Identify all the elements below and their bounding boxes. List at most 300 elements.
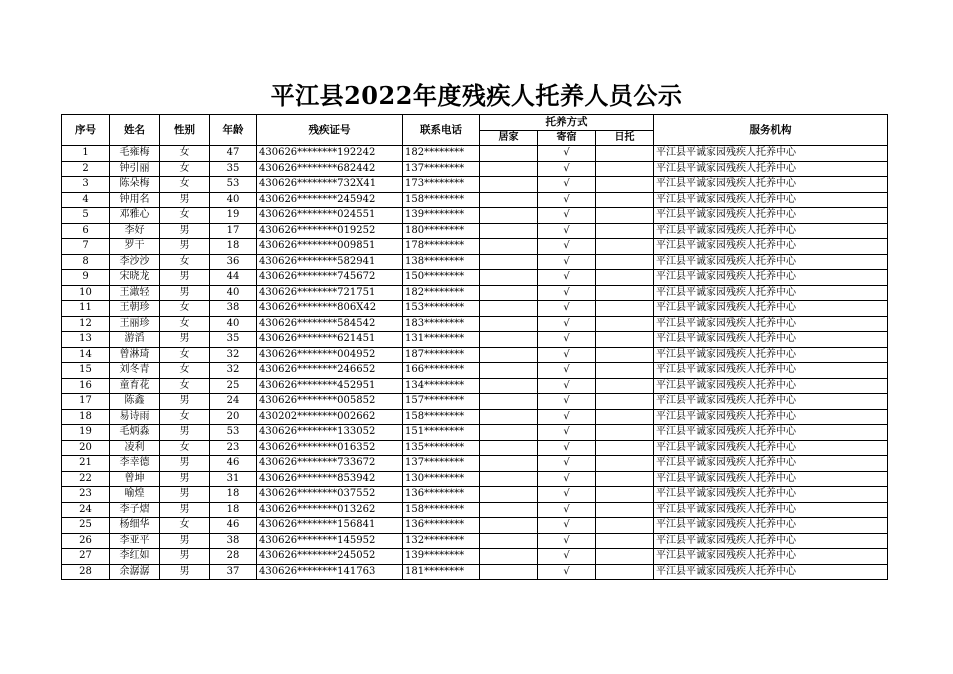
cell-cert: 430626********245942 (257, 192, 403, 208)
cell-gender: 女 (160, 378, 210, 394)
cell-gender: 女 (160, 363, 210, 379)
cell-name: 李好 (110, 223, 160, 239)
cell-gender: 女 (160, 301, 210, 317)
cell-age: 24 (210, 394, 257, 410)
cell-care-board: √ (538, 549, 596, 565)
cell-care-day (596, 363, 654, 379)
table-row (62, 254, 888, 270)
cell-care-day (596, 177, 654, 193)
header-care-board: 寄宿 (538, 130, 596, 146)
cell-care-day (596, 502, 654, 518)
cell-gender: 男 (160, 502, 210, 518)
cell-cert: 430202********002662 (257, 409, 403, 425)
cell-gender: 女 (160, 316, 210, 332)
header-care-day: 日托 (596, 130, 654, 146)
cell-name: 钟引丽 (110, 161, 160, 177)
cell-name: 陈鑫 (110, 394, 160, 410)
cell-phone: 158******** (403, 409, 480, 425)
cell-age: 23 (210, 440, 257, 456)
cell-name: 罗干 (110, 239, 160, 255)
cell-phone: 166******** (403, 363, 480, 379)
table-row (62, 378, 888, 394)
cell-cert: 430626********452951 (257, 378, 403, 394)
cell-no: 15 (62, 363, 110, 379)
cell-org: 平江县平诚家园残疾人托养中心 (654, 301, 888, 317)
cell-care-board: √ (538, 347, 596, 363)
table-row (62, 502, 888, 518)
cell-no: 9 (62, 270, 110, 286)
cell-no: 19 (62, 425, 110, 441)
cell-care-home (480, 456, 538, 472)
cell-org: 平江县平诚家园残疾人托养中心 (654, 502, 888, 518)
cell-gender: 男 (160, 471, 210, 487)
table-row (62, 471, 888, 487)
cell-org: 平江县平诚家园残疾人托养中心 (654, 533, 888, 549)
cell-no: 2 (62, 161, 110, 177)
cell-care-day (596, 146, 654, 162)
cell-gender: 男 (160, 487, 210, 503)
cell-no: 14 (62, 347, 110, 363)
cell-org: 平江县平诚家园残疾人托养中心 (654, 425, 888, 441)
cell-gender: 男 (160, 285, 210, 301)
table-row (62, 332, 888, 348)
cell-gender: 男 (160, 394, 210, 410)
cell-age: 40 (210, 316, 257, 332)
cell-org: 平江县平诚家园残疾人托养中心 (654, 270, 888, 286)
cell-name: 王丽珍 (110, 316, 160, 332)
header-gender: 性别 (160, 115, 210, 146)
cell-org: 平江县平诚家园残疾人托养中心 (654, 394, 888, 410)
cell-org: 平江县平诚家园残疾人托养中心 (654, 471, 888, 487)
cell-name: 毛雍梅 (110, 146, 160, 162)
cell-age: 18 (210, 239, 257, 255)
cell-age: 40 (210, 192, 257, 208)
cell-org: 平江县平诚家园残疾人托养中心 (654, 161, 888, 177)
table-row (62, 301, 888, 317)
cell-cert: 430626********133052 (257, 425, 403, 441)
cell-phone: 131******** (403, 332, 480, 348)
cell-org: 平江县平诚家园残疾人托养中心 (654, 239, 888, 255)
cell-org: 平江县平诚家园残疾人托养中心 (654, 192, 888, 208)
cell-name: 宋晓龙 (110, 270, 160, 286)
cell-cert: 430626********004952 (257, 347, 403, 363)
cell-age: 37 (210, 564, 257, 580)
cell-cert: 430626********016352 (257, 440, 403, 456)
cell-age: 20 (210, 409, 257, 425)
table-row (62, 363, 888, 379)
cell-care-home (480, 332, 538, 348)
cell-care-day (596, 301, 654, 317)
cell-no: 7 (62, 239, 110, 255)
table-row (62, 223, 888, 239)
cell-gender: 男 (160, 192, 210, 208)
cell-care-home (480, 487, 538, 503)
cell-phone: 182******** (403, 285, 480, 301)
header-care-home: 居家 (480, 130, 538, 146)
cell-phone: 138******** (403, 254, 480, 270)
cell-care-board: √ (538, 394, 596, 410)
header-phone: 联系电话 (403, 115, 480, 146)
cell-name: 童育花 (110, 378, 160, 394)
cell-care-home (480, 285, 538, 301)
cell-care-home (480, 161, 538, 177)
cell-no: 4 (62, 192, 110, 208)
cell-cert: 430626********246652 (257, 363, 403, 379)
cell-org: 平江县平诚家园残疾人托养中心 (654, 487, 888, 503)
cell-name: 钟用名 (110, 192, 160, 208)
cell-care-day (596, 394, 654, 410)
cell-gender: 男 (160, 425, 210, 441)
cell-name: 李幸德 (110, 456, 160, 472)
cell-gender: 女 (160, 409, 210, 425)
cell-phone: 136******** (403, 487, 480, 503)
cell-care-board: √ (538, 425, 596, 441)
cell-age: 32 (210, 363, 257, 379)
cell-care-home (480, 471, 538, 487)
cell-cert: 430626********745672 (257, 270, 403, 286)
cell-care-board: √ (538, 378, 596, 394)
cell-name: 凌利 (110, 440, 160, 456)
cell-org: 平江县平诚家园残疾人托养中心 (654, 254, 888, 270)
cell-care-board: √ (538, 471, 596, 487)
cell-no: 10 (62, 285, 110, 301)
cell-no: 26 (62, 533, 110, 549)
cell-cert: 430626********245052 (257, 549, 403, 565)
cell-care-day (596, 471, 654, 487)
cell-care-board: √ (538, 487, 596, 503)
header-care-type: 托养方式 (480, 115, 654, 131)
cell-gender: 男 (160, 270, 210, 286)
cell-phone: 157******** (403, 394, 480, 410)
cell-care-home (480, 518, 538, 534)
table-row (62, 177, 888, 193)
cell-care-board: √ (538, 254, 596, 270)
cell-name: 李沙沙 (110, 254, 160, 270)
cell-care-board: √ (538, 285, 596, 301)
cell-phone: 183******** (403, 316, 480, 332)
cell-age: 38 (210, 301, 257, 317)
cell-no: 27 (62, 549, 110, 565)
cell-phone: 182******** (403, 146, 480, 162)
cell-age: 28 (210, 549, 257, 565)
cell-care-day (596, 425, 654, 441)
cell-care-board: √ (538, 146, 596, 162)
cell-cert: 430626********141763 (257, 564, 403, 580)
cell-care-day (596, 223, 654, 239)
table-row (62, 347, 888, 363)
cell-care-board: √ (538, 363, 596, 379)
cell-gender: 女 (160, 161, 210, 177)
cell-phone: 135******** (403, 440, 480, 456)
cell-name: 杨细华 (110, 518, 160, 534)
cell-care-board: √ (538, 301, 596, 317)
cell-org: 平江县平诚家园残疾人托养中心 (654, 440, 888, 456)
cell-care-board: √ (538, 239, 596, 255)
table-row (62, 239, 888, 255)
cell-no: 25 (62, 518, 110, 534)
table-row (62, 425, 888, 441)
cell-cert: 430626********192242 (257, 146, 403, 162)
cell-org: 平江县平诚家园残疾人托养中心 (654, 363, 888, 379)
cell-cert: 430626********005852 (257, 394, 403, 410)
cell-care-home (480, 533, 538, 549)
cell-org: 平江县平诚家园残疾人托养中心 (654, 409, 888, 425)
cell-age: 35 (210, 161, 257, 177)
cell-care-home (480, 223, 538, 239)
cell-gender: 男 (160, 223, 210, 239)
cell-care-board: √ (538, 440, 596, 456)
table-row (62, 192, 888, 208)
cell-cert: 430626********156841 (257, 518, 403, 534)
header-name: 姓名 (110, 115, 160, 146)
cell-cert: 430626********584542 (257, 316, 403, 332)
cell-no: 24 (62, 502, 110, 518)
cell-care-home (480, 425, 538, 441)
cell-org: 平江县平诚家园残疾人托养中心 (654, 285, 888, 301)
cell-care-day (596, 239, 654, 255)
table-row (62, 456, 888, 472)
cell-name: 邓雅心 (110, 208, 160, 224)
cell-cert: 430626********732X41 (257, 177, 403, 193)
cell-cert: 430626********733672 (257, 456, 403, 472)
cell-care-board: √ (538, 564, 596, 580)
cell-care-day (596, 518, 654, 534)
cell-no: 6 (62, 223, 110, 239)
cell-gender: 女 (160, 146, 210, 162)
cell-care-home (480, 239, 538, 255)
cell-phone: 137******** (403, 161, 480, 177)
table-row (62, 270, 888, 286)
table-header-row (62, 115, 888, 131)
table-row (62, 146, 888, 162)
cell-care-home (480, 301, 538, 317)
cell-phone: 153******** (403, 301, 480, 317)
cell-care-day (596, 378, 654, 394)
cell-care-day (596, 487, 654, 503)
cell-care-day (596, 270, 654, 286)
table-row (62, 161, 888, 177)
cell-age: 38 (210, 533, 257, 549)
cell-phone: 187******** (403, 347, 480, 363)
cell-cert: 430626********853942 (257, 471, 403, 487)
cell-age: 32 (210, 347, 257, 363)
cell-care-home (480, 270, 538, 286)
cell-care-home (480, 363, 538, 379)
cell-no: 8 (62, 254, 110, 270)
cell-age: 18 (210, 487, 257, 503)
cell-care-home (480, 316, 538, 332)
cell-name: 毛炳淼 (110, 425, 160, 441)
cell-care-day (596, 564, 654, 580)
cell-no: 3 (62, 177, 110, 193)
cell-age: 17 (210, 223, 257, 239)
table-row (62, 285, 888, 301)
cell-org: 平江县平诚家园残疾人托养中心 (654, 456, 888, 472)
cell-age: 25 (210, 378, 257, 394)
cell-care-day (596, 332, 654, 348)
cell-name: 刘冬青 (110, 363, 160, 379)
cell-cert: 430626********582941 (257, 254, 403, 270)
cell-org: 平江县平诚家园残疾人托养中心 (654, 146, 888, 162)
cell-org: 平江县平诚家园残疾人托养中心 (654, 564, 888, 580)
cell-age: 31 (210, 471, 257, 487)
cell-no: 28 (62, 564, 110, 580)
cell-care-home (480, 549, 538, 565)
cell-cert: 430626********037552 (257, 487, 403, 503)
cell-gender: 女 (160, 518, 210, 534)
cell-care-board: √ (538, 502, 596, 518)
cell-gender: 女 (160, 177, 210, 193)
cell-no: 20 (62, 440, 110, 456)
cell-no: 1 (62, 146, 110, 162)
cell-age: 46 (210, 456, 257, 472)
cell-org: 平江县平诚家园残疾人托养中心 (654, 549, 888, 565)
cell-care-home (480, 208, 538, 224)
cell-no: 23 (62, 487, 110, 503)
cell-care-board: √ (538, 332, 596, 348)
cell-no: 22 (62, 471, 110, 487)
cell-no: 13 (62, 332, 110, 348)
table-row (62, 316, 888, 332)
cell-phone: 139******** (403, 549, 480, 565)
cell-name: 喻煌 (110, 487, 160, 503)
cell-care-day (596, 409, 654, 425)
header-org: 服务机构 (654, 115, 888, 146)
cell-age: 19 (210, 208, 257, 224)
cell-care-home (480, 146, 538, 162)
cell-care-day (596, 192, 654, 208)
cell-care-board: √ (538, 456, 596, 472)
cell-cert: 430626********806X42 (257, 301, 403, 317)
cell-care-board: √ (538, 177, 596, 193)
cell-care-day (596, 161, 654, 177)
cell-gender: 女 (160, 208, 210, 224)
cell-age: 47 (210, 146, 257, 162)
cell-no: 21 (62, 456, 110, 472)
cell-name: 陈朵梅 (110, 177, 160, 193)
cell-care-home (480, 347, 538, 363)
cell-care-board: √ (538, 223, 596, 239)
table-row (62, 564, 888, 580)
cell-age: 35 (210, 332, 257, 348)
cell-care-board: √ (538, 161, 596, 177)
cell-age: 46 (210, 518, 257, 534)
table-row (62, 409, 888, 425)
header-no: 序号 (62, 115, 110, 146)
cell-care-home (480, 502, 538, 518)
cell-care-home (480, 254, 538, 270)
cell-org: 平江县平诚家园残疾人托养中心 (654, 177, 888, 193)
cell-org: 平江县平诚家园残疾人托养中心 (654, 347, 888, 363)
cell-org: 平江县平诚家园残疾人托养中心 (654, 316, 888, 332)
cell-cert: 430626********621451 (257, 332, 403, 348)
cell-no: 16 (62, 378, 110, 394)
cell-cert: 430626********721751 (257, 285, 403, 301)
cell-care-day (596, 254, 654, 270)
cell-name: 曾坤 (110, 471, 160, 487)
table-body (62, 146, 888, 580)
cell-phone: 139******** (403, 208, 480, 224)
cell-care-board: √ (538, 533, 596, 549)
page-title: 平江县2022年度残疾人托养人员公示 (270, 81, 683, 110)
table-row (62, 487, 888, 503)
cell-care-board: √ (538, 270, 596, 286)
cell-age: 40 (210, 285, 257, 301)
cell-org: 平江县平诚家园残疾人托养中心 (654, 223, 888, 239)
cell-care-home (480, 192, 538, 208)
cell-care-day (596, 208, 654, 224)
cell-age: 18 (210, 502, 257, 518)
cell-phone: 178******** (403, 239, 480, 255)
cell-org: 平江县平诚家园残疾人托养中心 (654, 332, 888, 348)
header-cert: 残疾证号 (257, 115, 403, 146)
cell-care-day (596, 533, 654, 549)
cell-org: 平江县平诚家园残疾人托养中心 (654, 518, 888, 534)
cell-gender: 男 (160, 533, 210, 549)
cell-phone: 151******** (403, 425, 480, 441)
table-row (62, 208, 888, 224)
cell-gender: 女 (160, 347, 210, 363)
cell-care-home (480, 440, 538, 456)
cell-org: 平江县平诚家园残疾人托养中心 (654, 208, 888, 224)
cell-care-home (480, 394, 538, 410)
cell-phone: 150******** (403, 270, 480, 286)
cell-no: 17 (62, 394, 110, 410)
cell-cert: 430626********009851 (257, 239, 403, 255)
cell-cert: 430626********682442 (257, 161, 403, 177)
cell-care-day (596, 440, 654, 456)
cell-phone: 173******** (403, 177, 480, 193)
table-row (62, 549, 888, 565)
cell-name: 游滔 (110, 332, 160, 348)
cell-gender: 男 (160, 332, 210, 348)
cell-no: 11 (62, 301, 110, 317)
cell-care-day (596, 285, 654, 301)
cell-gender: 男 (160, 456, 210, 472)
cell-name: 李红如 (110, 549, 160, 565)
cell-care-day (596, 456, 654, 472)
roster-table (61, 114, 888, 580)
cell-name: 王朝珍 (110, 301, 160, 317)
cell-phone: 180******** (403, 223, 480, 239)
cell-cert: 430626********145952 (257, 533, 403, 549)
table-row (62, 518, 888, 534)
cell-phone: 158******** (403, 192, 480, 208)
cell-care-home (480, 409, 538, 425)
cell-phone: 158******** (403, 502, 480, 518)
cell-gender: 女 (160, 254, 210, 270)
cell-care-board: √ (538, 192, 596, 208)
cell-care-home (480, 378, 538, 394)
cell-care-board: √ (538, 316, 596, 332)
cell-no: 12 (62, 316, 110, 332)
table-row (62, 394, 888, 410)
cell-age: 44 (210, 270, 257, 286)
cell-age: 53 (210, 177, 257, 193)
cell-care-board: √ (538, 409, 596, 425)
cell-org: 平江县平诚家园残疾人托养中心 (654, 378, 888, 394)
cell-care-board: √ (538, 518, 596, 534)
cell-gender: 男 (160, 564, 210, 580)
cell-cert: 430626********019252 (257, 223, 403, 239)
cell-gender: 男 (160, 239, 210, 255)
cell-care-day (596, 549, 654, 565)
cell-name: 李亚平 (110, 533, 160, 549)
cell-gender: 男 (160, 549, 210, 565)
cell-care-board: √ (538, 208, 596, 224)
cell-no: 5 (62, 208, 110, 224)
table-row (62, 533, 888, 549)
